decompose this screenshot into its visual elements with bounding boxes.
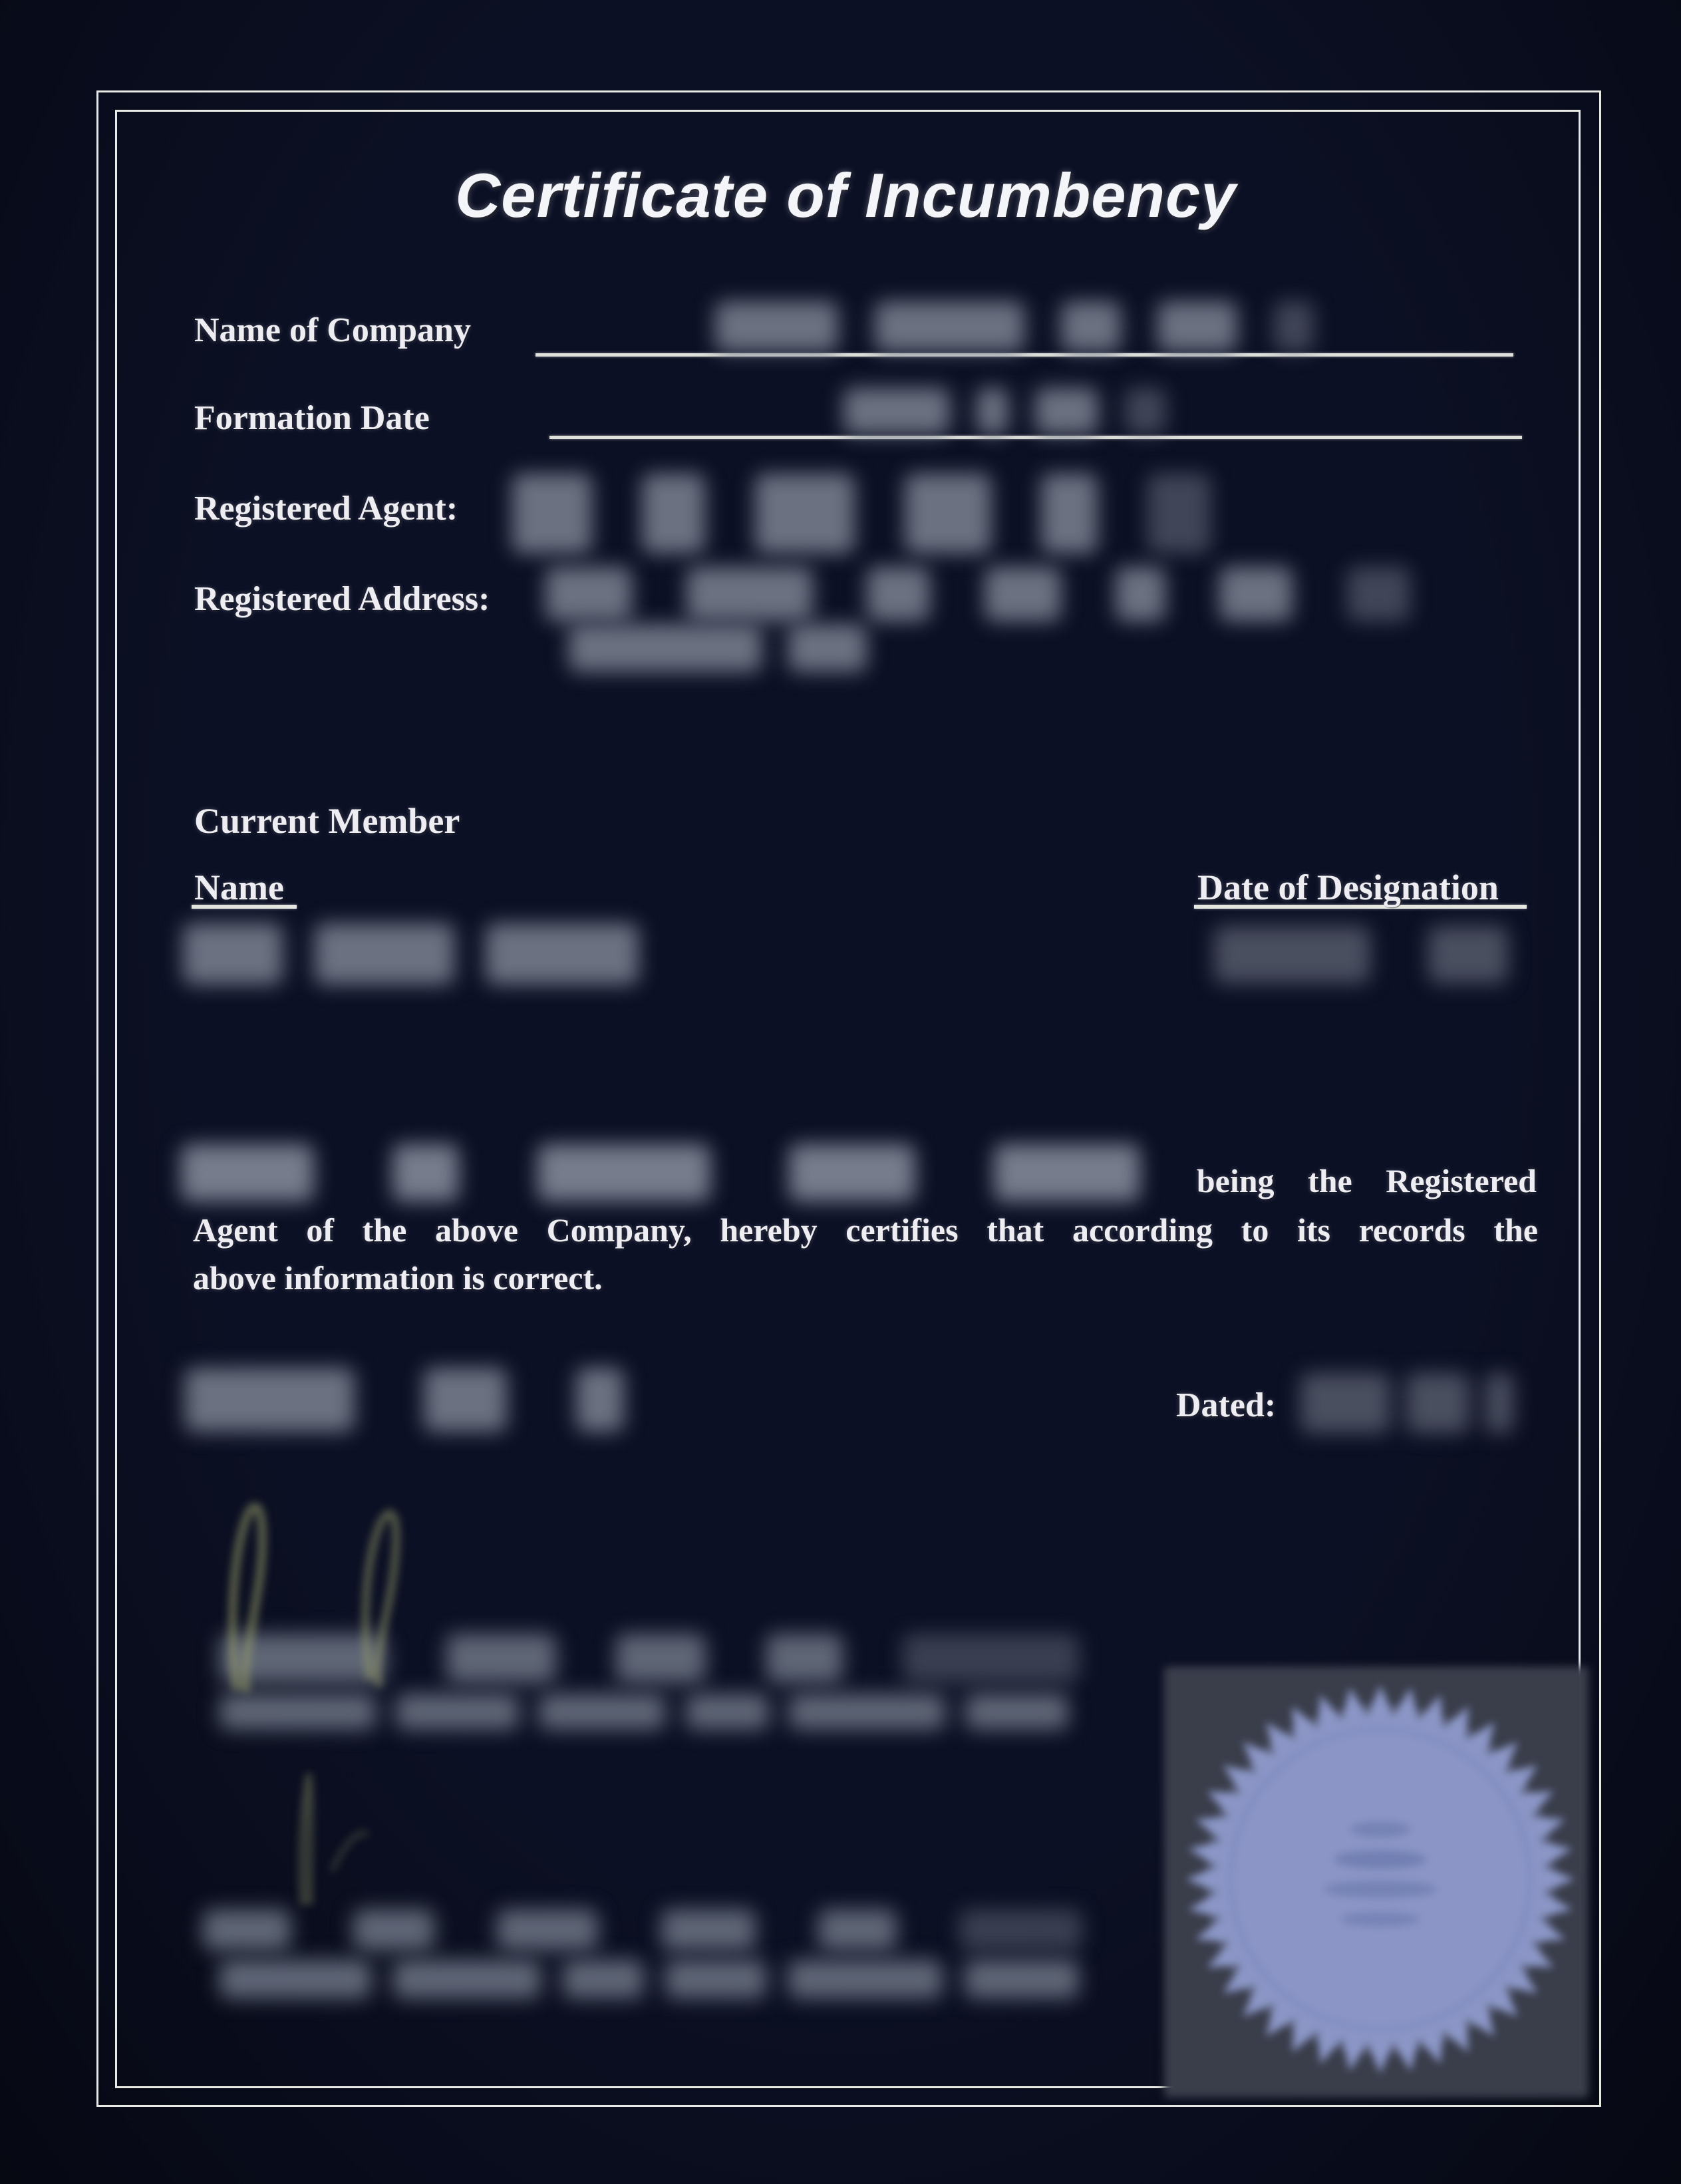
redacted-registered-address-line1 [545, 567, 1410, 621]
certificate-title: Certificate of Incumbency [455, 160, 1237, 230]
certification-line2: Agent of the above Company, hereby certifies that according to its records the [193, 1211, 1538, 1249]
label-registered-agent: Registered Agent: [194, 490, 458, 528]
label-formation-date: Formation Date [194, 399, 430, 437]
label-registered-address: Registered Address: [194, 580, 490, 618]
certification-line3: above information is correct. [193, 1259, 603, 1297]
redacted-formation-date [843, 388, 1166, 434]
redacted-place-line [185, 1368, 624, 1432]
dated-label: Dated: [1176, 1386, 1277, 1424]
redacted-designation-date [1214, 926, 1508, 983]
redacted-member-name [183, 923, 639, 985]
company-fill-line [535, 353, 1513, 357]
redacted-certifying-agent-name [181, 1144, 1140, 1201]
redacted-company-name [715, 301, 1314, 352]
formation-date-fill-line [549, 436, 1522, 439]
column-header-date-of-designation: Date of Designation [1197, 867, 1499, 907]
column-header-name: Name [194, 867, 284, 907]
handwritten-signature-2 [266, 1760, 412, 1916]
label-name-of-company: Name of Company [194, 311, 471, 349]
embossed-corporate-seal-icon [1181, 1660, 1580, 2099]
current-member-heading: Current Member [194, 801, 460, 841]
redacted-signatory2-company-line [220, 1960, 1079, 1998]
redacted-dated-value [1300, 1373, 1513, 1433]
certification-line1: being the Registered [1196, 1162, 1537, 1199]
redacted-registered-agent [512, 474, 1211, 553]
redacted-registered-address-line2 [569, 624, 867, 672]
handwritten-signature-1 [200, 1483, 466, 1703]
